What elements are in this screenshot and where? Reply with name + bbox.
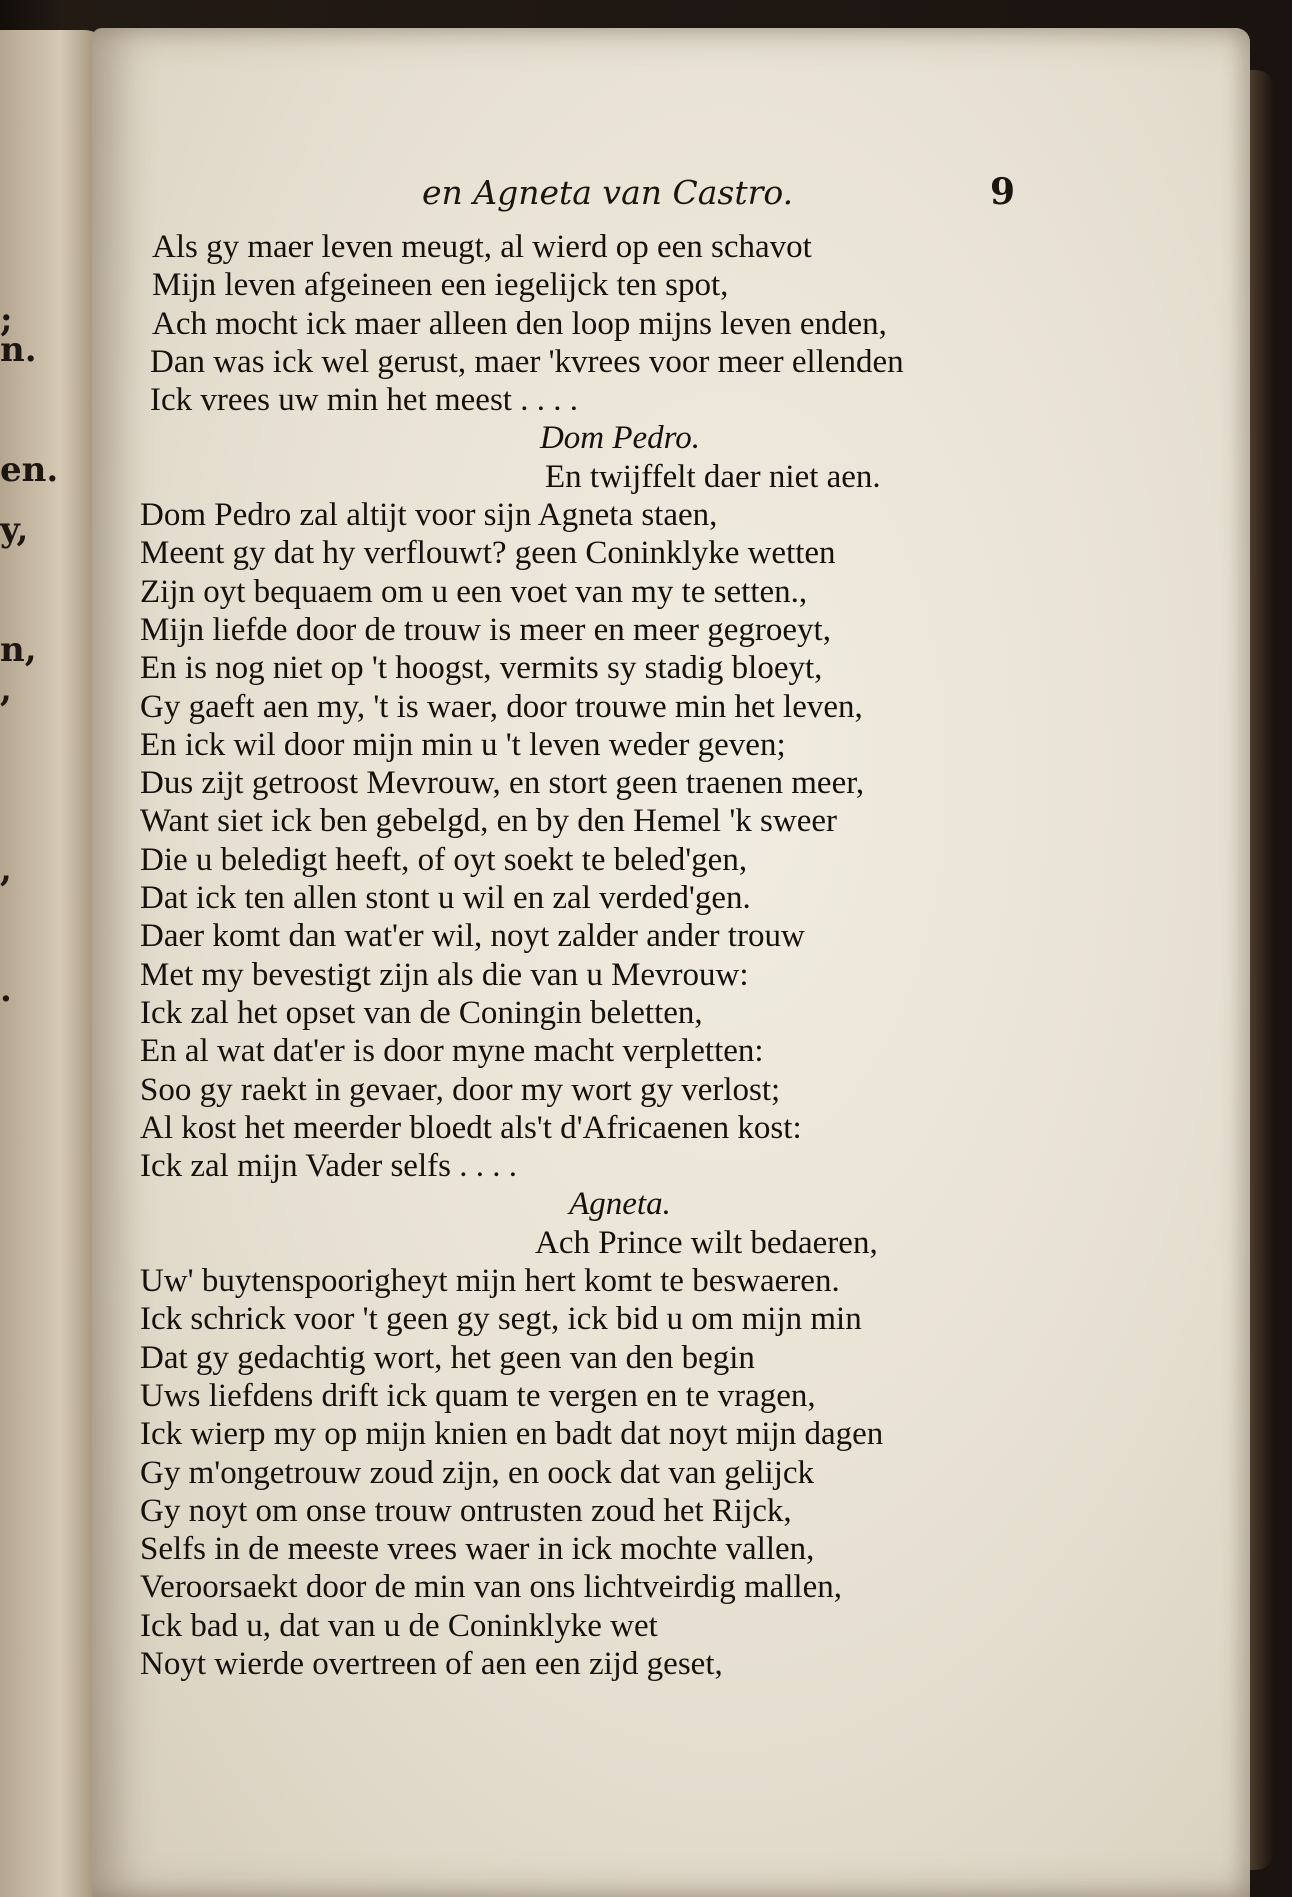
verse-line: En is nog niet op 't hoogst, vermits sy stadig bloeyt, [140, 650, 823, 687]
verse-line: Gy gaeft aen my, 't is waer, door trouwe min het leven, [140, 688, 863, 725]
verse-line: Noyt wierde overtreen of aen een zijd geset, [140, 1645, 723, 1682]
verse-line: Want siet ick ben gebelgd, en by den Hemel 'k sweer [140, 803, 837, 840]
verse-line: Dat ick ten allen stont u wil en zal verded'gen. [140, 880, 751, 917]
book-page [92, 28, 1250, 1897]
verse-line: Meent gy dat hy verflouwt? geen Coninklyke wetten [140, 535, 836, 572]
left-fragment: en. [0, 450, 59, 490]
left-fragment: , [0, 850, 12, 890]
verse-line: Soo gy raekt in gevaer, door my wort gy verlost; [140, 1071, 781, 1108]
left-fragment: y, [0, 510, 29, 550]
verse-line: Met my bevestigt zijn als die van u Mevrouw: [140, 956, 749, 993]
verse-line: Mijn leven afgeineen een iegelijck ten spot, [152, 267, 729, 304]
verse-line: Al kost het meerder bloedt als't d'Africaenen kost: [140, 1109, 802, 1146]
left-fragment: n. [0, 330, 37, 370]
verse-line: En twijffelt daer niet aen. [545, 458, 881, 495]
verse-line: Ick schrick voor 't geen gy segt, ick bid u om mijn min [140, 1301, 862, 1338]
verse-line: Ick bad u, dat van u de Coninklyke wet [140, 1607, 658, 1644]
running-title: en Agneta van Castro. [422, 173, 794, 212]
verse-line: Gy noyt om onse trouw ontrusten zoud het Rijck, [140, 1492, 792, 1529]
verse-line: Uws liefdens drift ick quam te vergen en te vragen, [140, 1377, 816, 1414]
speaker-name: Dom Pedro. [539, 420, 701, 457]
verse-line: Uw' buytenspoorigheyt mijn hert komt te beswaeren. [140, 1263, 840, 1300]
verse-line: En ick wil door mijn min u 't leven weder geven; [140, 726, 786, 763]
left-fragment: n, [0, 630, 37, 670]
verse-line: En al wat dat'er is door myne macht verpletten: [140, 1033, 764, 1070]
verse-line: Ach Prince wilt bedaeren, [535, 1224, 878, 1261]
verse-line: Dom Pedro zal altijt voor sijn Agneta staen, [140, 497, 718, 534]
verse-line: Gy m'ongetrouw zoud zijn, en oock dat van gelijck [140, 1454, 815, 1491]
left-fragment: , [0, 670, 12, 710]
verse-line: Ick zal het opset van de Coningin beletten, [140, 994, 703, 1031]
left-fragment: ; [0, 300, 13, 340]
page-header [92, 173, 1250, 233]
verse-line: Veroorsaekt door de min van ons lichtveirdig mallen, [140, 1569, 842, 1606]
verse-text [140, 228, 1040, 1683]
verse-line: Mijn liefde door de trouw is meer en meer gegroeyt, [140, 611, 831, 648]
verse-line: Als gy maer leven meugt, al wierd op een schavot [152, 229, 812, 265]
verse-line: Die u beledigt heeft, of oyt soekt te beled'gen, [140, 841, 748, 878]
verse-line: Dan was ick wel gerust, maer 'kvrees voor meer ellenden [150, 343, 904, 380]
verse-line: Selfs in de meeste vrees waer in ick mochte vallen, [140, 1531, 815, 1568]
verse-line: Ick wierp my op mijn knien en badt dat noyt mijn dagen [140, 1416, 884, 1453]
verse-line: Ach mocht ick maer alleen den loop mijns leven enden, [152, 305, 887, 342]
verse-line: Ick vrees uw min het meest . . . . [150, 382, 578, 419]
left-fragment: . [0, 970, 12, 1010]
verse-line: Dus zijt getroost Mevrouw, en stort geen traenen meer, [140, 765, 865, 802]
verse-line: Zijn oyt bequaem om u een voet van my te setten., [140, 573, 808, 610]
speaker-name: Agneta. [569, 1186, 671, 1223]
verse-line: Daer komt dan wat'er wil, noyt zalder ander trouw [140, 918, 805, 955]
verse-line: Dat gy gedachtig wort, het geen van den begin [140, 1339, 755, 1376]
page-number: 9 [990, 171, 1016, 213]
verse-line: Ick zal mijn Vader selfs . . . . [140, 1148, 517, 1185]
